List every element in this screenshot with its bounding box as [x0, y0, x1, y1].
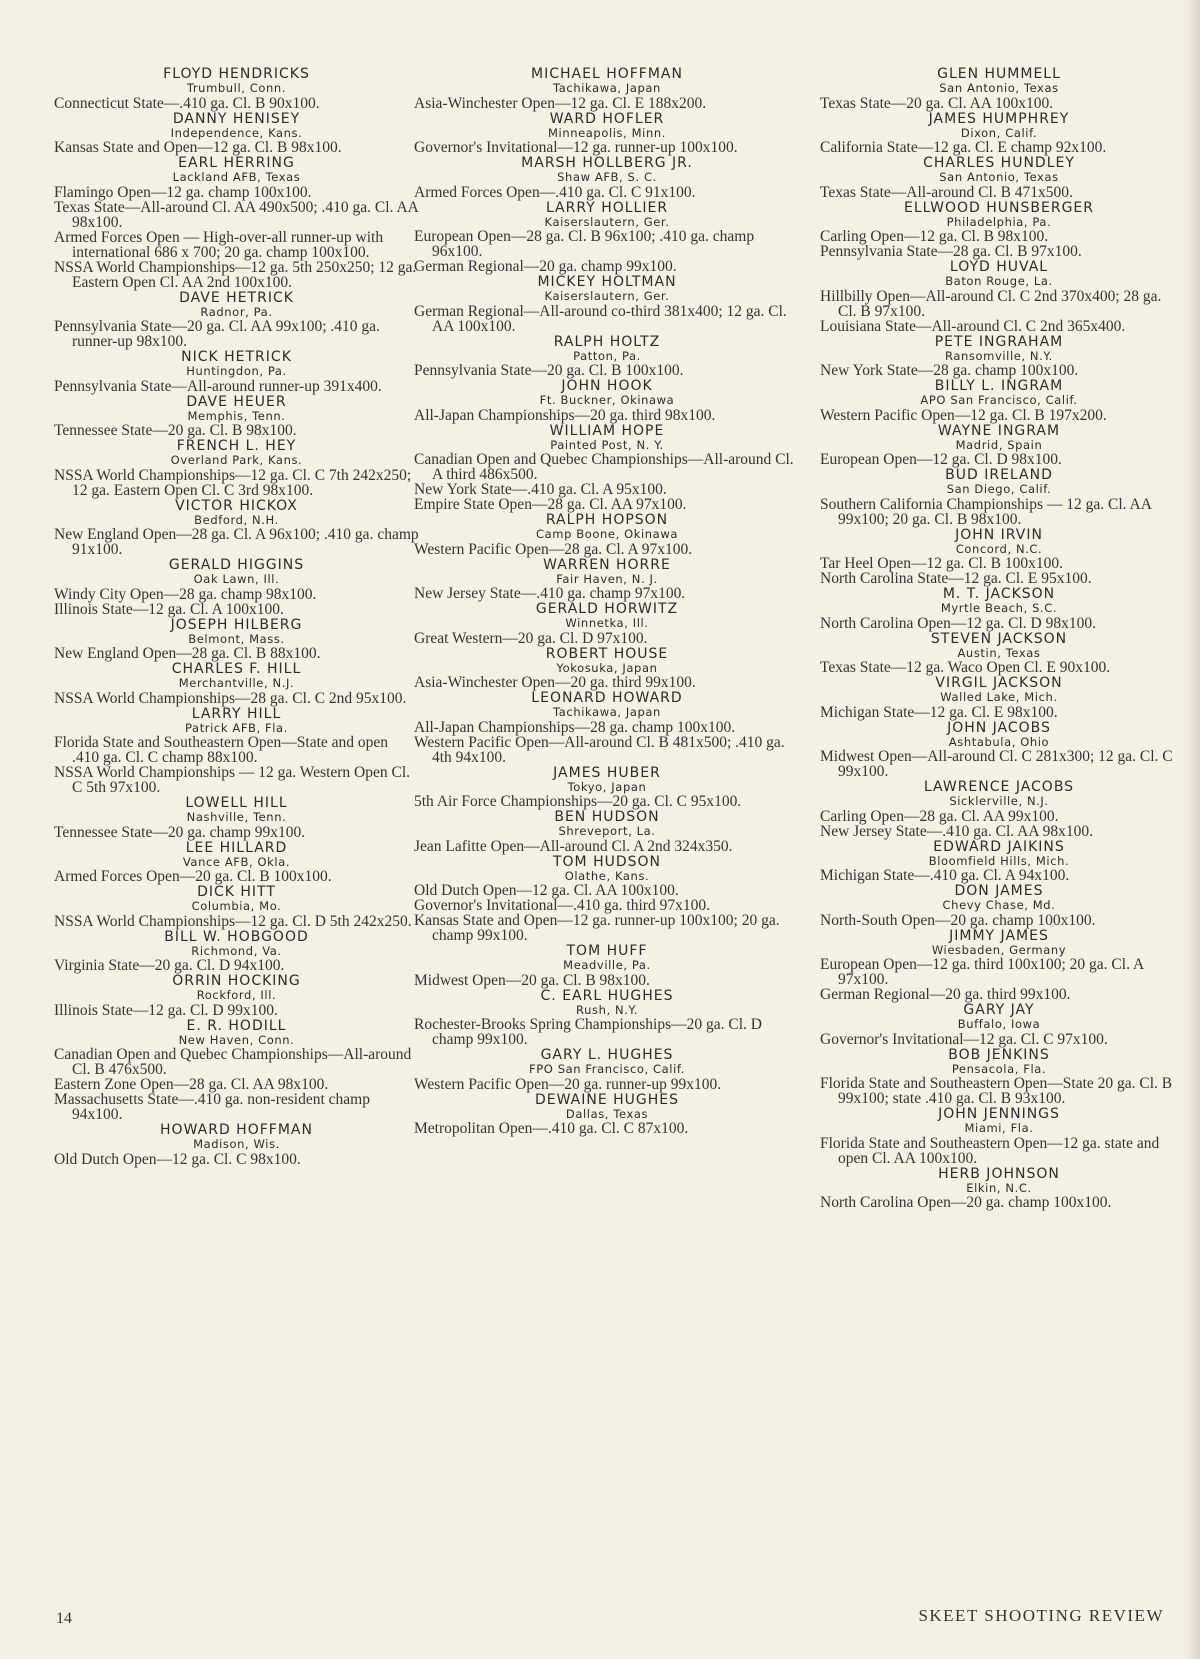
shooter-name: DAVE HETRICK — [179, 289, 294, 306]
shooter-name: STEVEN JACKSON — [930, 630, 1068, 647]
shooter-name: MICKEY HOLTMAN — [537, 274, 677, 290]
result-line: Florida State and Southeastern Open—State and open .410 ga. Cl. C champ 88x100. — [54, 734, 389, 766]
shooter-entry — [54, 155, 419, 290]
shooter-name: EDWARD JAIKINS — [933, 838, 1065, 855]
shooter-location: Bedford, N.H. — [194, 512, 279, 527]
result-line: Texas State—12 ga. Waco Open Cl. E 90x100. — [820, 659, 1111, 676]
column-2 — [414, 66, 800, 1136]
shooter-entry — [414, 943, 800, 988]
shooter-location: Madison, Wis. — [193, 1137, 280, 1151]
result-line: Western Pacific Open—12 ga. Cl. B 197x200. — [820, 406, 1107, 424]
shooter-name: LARRY HILL — [191, 705, 282, 722]
shooter-entry — [414, 155, 800, 200]
result-line: Michigan State—.410 ga. Cl. A 94x100. — [820, 867, 1070, 884]
shooter-location: San Diego, Calif. — [946, 482, 1052, 496]
result-line: Texas State—All-around Cl. AA 490x500; .410 ga. Cl. AA 98x100. — [54, 198, 419, 231]
shooter-name: C. EARL HUGHES — [540, 987, 674, 1004]
shooter-entry — [820, 66, 1178, 111]
shooter-name: CHARLES F. HILL — [171, 661, 302, 677]
result-line: All-Japan Championships—28 ga. champ 100x100. — [414, 718, 736, 736]
result-line: Illinois State—12 ga. Cl. A 100x100. — [54, 600, 284, 618]
shooter-name: MICHAEL HOFFMAN — [531, 66, 683, 82]
result-line: Pennsylvania State—20 ga. Cl. AA 99x100; .410 ga. runner-up 98x100. — [54, 318, 380, 350]
shooter-entry — [820, 334, 1178, 379]
shooter-name: CHARLES HUNDLEY — [923, 155, 1075, 171]
shooter-entry — [414, 809, 800, 854]
shooter-name: LARRY HOLLIER — [545, 199, 669, 216]
column-1 — [54, 66, 419, 1167]
shooter-name: FLOYD HENDRICKS — [163, 66, 310, 82]
shooter-entry — [414, 646, 800, 691]
shooter-name: DICK HITT — [197, 884, 276, 900]
shooter-entry — [54, 840, 419, 885]
shooter-name: NICK HETRICK — [181, 349, 292, 365]
shooter-entry — [54, 1018, 419, 1123]
shooter-location: Myrtle Beach, S.C. — [940, 601, 1058, 615]
page-edge-shadow — [1186, 0, 1200, 1659]
shooter-name: HERB JOHNSON — [938, 1165, 1060, 1182]
shooter-name: GARY JAY — [963, 1002, 1035, 1018]
result-line: Midwest Open—All-around Cl. C 281x300; 12 ga. Cl. C 99x100. — [820, 748, 1173, 780]
shooter-name: DAVE HEUER — [186, 393, 287, 410]
shooter-location: Shaw AFB, S. C. — [557, 170, 657, 184]
shooter-entry — [820, 378, 1178, 423]
shooter-entry — [820, 527, 1178, 587]
result-line: Florida State and Southeastern Open—12 ga. state and open Cl. AA 100x100. — [820, 1134, 1160, 1167]
result-line: New York State—.410 ga. Cl. A 95x100. — [414, 481, 667, 498]
result-line: Hillbilly Open—All-around Cl. C 2nd 370x400; 28 ga. Cl. B 97x100. — [820, 287, 1162, 320]
shooter-name: TOM HUFF — [566, 943, 648, 959]
shooter-name: RALPH HOPSON — [545, 512, 669, 528]
shooter-name: LOWELL HILL — [185, 795, 288, 811]
shooter-entry — [820, 928, 1178, 1003]
shooter-name: BUD IRELAND — [945, 467, 1053, 483]
result-line: Governor's Invitational—12 ga. Cl. C 97x100. — [820, 1030, 1108, 1048]
shooter-entry — [414, 423, 800, 513]
shooter-entry — [54, 557, 419, 617]
shooter-location: Sicklerville, N.J. — [949, 794, 1049, 808]
shooter-name: DEWAINE HUGHES — [534, 1091, 680, 1108]
shooter-entry — [54, 111, 419, 156]
shooter-entry — [414, 988, 800, 1048]
shooter-name: BEN HUDSON — [554, 809, 660, 825]
shooter-name: BILL W. HOBGOOD — [164, 928, 309, 945]
shooter-name: PETE INGRAHAM — [934, 333, 1064, 350]
shooter-name: GLEN HUMMELL — [937, 66, 1061, 82]
publication-title: SKEET SHOOTING REVIEW — [918, 1606, 1164, 1625]
shooter-location: Olathe, Kans. — [564, 868, 650, 883]
shooter-name: VICTOR HICKOX — [175, 497, 298, 514]
result-line: California State—12 ga. Cl. E champ 92x100. — [820, 139, 1107, 156]
result-line: German Regional—20 ga. champ 99x100. — [414, 258, 677, 275]
shooter-entry — [54, 795, 419, 840]
result-line: New Jersey State—.410 ga. Cl. AA 98x100. — [820, 822, 1093, 840]
shooter-name: BOB JENKINS — [948, 1046, 1050, 1063]
shooter-name: LOYD HUVAL — [949, 259, 1049, 275]
result-line: Empire State Open—28 ga. Cl. AA 97x100. — [414, 496, 687, 513]
result-line: Western Pacific Open—All-around Cl. B 481x500; .410 ga. 4th 94x100. — [414, 733, 785, 766]
shooter-name: JOSEPH HILBERG — [170, 616, 303, 633]
result-line: NSSA World Championships — 12 ga. Western Open Cl. C 5th 97x100. — [54, 764, 411, 796]
shooter-entry — [820, 1166, 1178, 1211]
shooter-name: E. R. HODILL — [186, 1017, 287, 1034]
result-line: NSSA World Championships—28 ga. Cl. C 2nd 95x100. — [54, 689, 407, 707]
shooter-location: Columbia, Mo. — [191, 899, 282, 913]
shooter-entry — [414, 557, 800, 602]
result-line: Carling Open—28 ga. Cl. AA 99x100. — [820, 807, 1059, 825]
shooter-location: Baton Rouge, La. — [945, 274, 1053, 288]
result-line: Florida State and Southeastern Open—State 20 ga. Cl. B 99x100; state .410 ga. Cl. B 93x100. — [820, 1075, 1173, 1107]
shooter-location: Memphis, Tenn. — [187, 408, 286, 423]
result-line: North Carolina State—12 ga. Cl. E 95x100. — [820, 570, 1092, 587]
shooter-location: Tachikawa, Japan — [553, 81, 661, 95]
shooter-name: GERALD HIGGINS — [168, 557, 305, 573]
shooter-location: Madrid, Spain — [955, 437, 1043, 452]
shooter-entry — [414, 1092, 800, 1137]
result-line: Louisiana State—All-around Cl. C 2nd 365x400. — [820, 317, 1126, 335]
result-line: Great Western—20 ga. Cl. D 97x100. — [414, 629, 648, 647]
column-3 — [820, 66, 1178, 1210]
shooter-name: WARREN HORRE — [543, 556, 671, 573]
shooter-entry — [414, 690, 800, 765]
shooter-entry — [414, 111, 800, 156]
shooter-name: JIMMY JAMES — [949, 927, 1049, 944]
page-number: 14 — [56, 1610, 72, 1627]
shooter-entry — [414, 200, 800, 275]
shooter-name: JOHN HOOK — [561, 378, 653, 394]
result-line: German Regional—20 ga. third 99x100. — [820, 986, 1071, 1003]
shooter-location: FPO San Francisco, Calif. — [529, 1062, 685, 1076]
shooter-name: M. T. JACKSON — [942, 586, 1056, 602]
shooter-entry — [820, 883, 1178, 928]
result-line: Texas State—All-around Cl. B 471x500. — [820, 183, 1073, 201]
shooter-entry — [820, 155, 1178, 200]
shooter-location: Huntingdon, Pa. — [186, 364, 287, 378]
shooter-entry — [820, 631, 1178, 676]
shooter-location: Overland Park, Kans. — [170, 453, 303, 467]
result-line: Canadian Open and Quebec Championships—All-around Cl. A third 486x500. — [414, 451, 794, 483]
shooter-entry — [54, 438, 419, 498]
result-line: Massachusetts State—.410 ga. non-resident champ 94x100. — [54, 1091, 370, 1123]
result-line: 5th Air Force Championships—20 ga. Cl. C 95x100. — [414, 793, 742, 810]
shooter-location: Bloomfield Hills, Mich. — [928, 853, 1070, 868]
shooter-entry — [54, 884, 419, 929]
shooter-location: Trumbull, Conn. — [186, 81, 287, 95]
shooter-location: Tokyo, Japan — [567, 779, 647, 794]
shooter-entry — [414, 378, 800, 423]
result-line: All-Japan Championships—20 ga. third 98x100. — [414, 406, 716, 424]
shooter-location: Minneapolis, Minn. — [548, 125, 666, 140]
shooter-entry — [820, 675, 1178, 720]
result-line: Armed Forces Open—.410 ga. Cl. C 91x100. — [414, 183, 696, 201]
result-line: Old Dutch Open—12 ga. Cl. AA 100x100. — [414, 882, 679, 899]
shooter-location: San Antonio, Texas — [939, 81, 1059, 95]
shooter-location: Vance AFB, Okla. — [182, 854, 291, 869]
result-line: Jean Lafitte Open—All-around Cl. A 2nd 324x350. — [414, 837, 733, 855]
shooter-location: Radnor, Pa. — [200, 304, 273, 319]
shooter-name: ELLWOOD HUNSBERGER — [903, 199, 1094, 216]
shooter-entry — [820, 586, 1178, 631]
result-line: Pennsylvania State—28 ga. Cl. B 97x100. — [820, 243, 1082, 260]
shooter-location: Oak Lawn, Ill. — [193, 572, 280, 586]
shooter-location: Meadville, Pa. — [563, 958, 651, 972]
shooter-name: TOM HUDSON — [552, 853, 662, 870]
shooter-name: WILLIAM HOPE — [549, 422, 665, 439]
shooter-location: San Antonio, Texas — [939, 170, 1059, 184]
shooter-name: DON JAMES — [954, 883, 1044, 899]
shooter-name: ORRIN HOCKING — [172, 973, 301, 989]
shooter-name: WARD HOFLER — [549, 110, 665, 127]
shooter-entry — [414, 334, 800, 379]
shooter-location: Ransomville, N.Y. — [945, 348, 1053, 363]
shooter-name: MARSH HOLLBERG JR. — [521, 155, 693, 171]
shooter-name: HOWARD HOFFMAN — [160, 1122, 313, 1138]
shooter-name: RALPH HOLTZ — [553, 333, 661, 350]
result-line: Armed Forces Open — High-over-all runner-up with international 686 x 700; 20 ga. champ 100x100. — [54, 228, 384, 261]
result-line: Connecticut State—.410 ga. Cl. B 90x100. — [54, 94, 320, 112]
result-line: Asia-Winchester Open—20 ga. third 99x100. — [414, 674, 696, 691]
shooter-location: Kaiserslautern, Ger. — [544, 289, 670, 303]
result-line: New England Open—28 ga. Cl. A 96x100; .410 ga. champ 91x100. — [54, 526, 419, 558]
result-line: Flamingo Open—12 ga. champ 100x100. — [54, 183, 312, 201]
result-line: Southern California Championships — 12 ga. Cl. AA 99x100; 20 ga. Cl. B 98x100. — [820, 495, 1152, 528]
result-line: North-South Open—20 ga. champ 100x100. — [820, 911, 1096, 929]
shooter-entry — [820, 259, 1178, 334]
result-line: Pennsylvania State—All-around runner-up 391x400. — [54, 377, 382, 395]
result-line: Tar Heel Open—12 ga. Cl. B 100x100. — [820, 555, 1063, 572]
result-line: Midwest Open—20 ga. Cl. B 98x100. — [414, 971, 650, 989]
result-line: Old Dutch Open—12 ga. Cl. C 98x100. — [54, 1150, 301, 1168]
shooter-entry — [820, 839, 1178, 884]
shooter-name: JAMES HUBER — [553, 764, 661, 781]
shooter-entry — [414, 765, 800, 810]
shooter-entry — [54, 394, 419, 439]
shooter-location: Independence, Kans. — [170, 125, 303, 140]
shooter-location: Buffalo, Iowa — [957, 1017, 1041, 1031]
result-line: Texas State—20 ga. Cl. AA 100x100. — [820, 94, 1054, 112]
result-line: Asia-Winchester Open—12 ga. Cl. E 188x200. — [414, 94, 707, 112]
shooter-name: JOHN JENNINGS — [938, 1106, 1060, 1122]
shooter-entry — [54, 66, 419, 111]
shooter-name: DANNY HENISEY — [172, 110, 301, 127]
shooter-location: Kaiserslautern, Ger. — [544, 214, 670, 229]
shooter-entry — [414, 854, 800, 944]
shooter-location: Tachikawa, Japan — [553, 705, 661, 719]
result-line: Tennessee State—20 ga. champ 99x100. — [54, 823, 306, 841]
shooter-entry — [414, 1047, 800, 1092]
shooter-location: Winnetka, Ill. — [565, 616, 649, 630]
result-line: European Open—12 ga. third 100x100; 20 ga. Cl. A 97x100. — [820, 956, 1144, 988]
shooter-location: Elkin, N.C. — [966, 1180, 1032, 1195]
shooter-location: Shreveport, La. — [558, 824, 656, 838]
shooter-name: JAMES HUMPHREY — [928, 110, 1070, 127]
result-line: Kansas State and Open—12 ga. Cl. B 98x100. — [54, 139, 342, 156]
shooter-location: Ft. Buckner, Okinawa — [539, 393, 675, 407]
result-line: NSSA World Championships—12 ga. 5th 250x250; 12 ga. Eastern Open Cl. AA 2nd 100x100. — [54, 258, 417, 291]
result-line: Kansas State and Open—12 ga. runner-up 100x100; 20 ga. champ 99x100. — [414, 912, 780, 944]
shooter-entry — [414, 274, 800, 334]
shooter-location: Ashtabula, Ohio — [948, 734, 1050, 749]
result-line: NSSA World Championships—12 ga. Cl. D 5th 242x250. — [54, 912, 412, 930]
result-line: Western Pacific Open—28 ga. Cl. A 97x100. — [414, 540, 693, 558]
shooter-location: Fair Haven, N. J. — [556, 571, 658, 586]
shooter-location: New Haven, Conn. — [178, 1032, 295, 1047]
shooter-location: Miami, Fla. — [964, 1121, 1034, 1135]
shooter-entry — [54, 973, 419, 1018]
shooter-entry — [820, 1106, 1178, 1166]
result-line: North Carolina Open—20 ga. champ 100x100. — [820, 1194, 1112, 1211]
shooter-entry — [54, 498, 419, 558]
shooter-name: JOHN IRVIN — [955, 526, 1043, 543]
shooter-name: GARY L. HUGHES — [540, 1047, 674, 1063]
shooter-location: Patton, Pa. — [573, 348, 641, 363]
shooter-location: Dixon, Calif. — [960, 125, 1038, 140]
shooter-entry — [820, 1047, 1178, 1107]
shooter-entry — [54, 349, 419, 394]
result-line: Rochester-Brooks Spring Championships—20 ga. Cl. D champ 99x100. — [414, 1016, 762, 1048]
shooter-entry — [820, 1002, 1178, 1047]
result-line: North Carolina Open—12 ga. Cl. D 98x100. — [820, 614, 1096, 632]
result-line: Governor's Invitational—.410 ga. third 97x100. — [414, 897, 710, 914]
shooter-location: Richmond, Va. — [191, 943, 282, 958]
result-line: Eastern Zone Open—28 ga. Cl. AA 98x100. — [54, 1076, 329, 1093]
shooter-location: Rockford, Ill. — [196, 988, 277, 1002]
shooter-entry — [54, 1122, 419, 1167]
shooter-entry — [54, 661, 419, 706]
shooter-location: Walled Lake, Mich. — [940, 690, 1058, 704]
shooter-location: Patrick AFB, Fla. — [185, 720, 288, 735]
result-line: Illinois State—12 ga. Cl. D 99x100. — [54, 1001, 278, 1019]
result-line: Metropolitan Open—.410 ga. Cl. C 87x100. — [414, 1120, 689, 1137]
result-line: Western Pacific Open—20 ga. runner-up 99x100. — [414, 1075, 722, 1093]
shooter-location: Philadelphia, Pa. — [946, 214, 1052, 229]
shooter-entry — [54, 290, 419, 350]
shooter-location: APO San Francisco, Calif. — [920, 393, 1078, 407]
shooter-entry — [820, 467, 1178, 527]
shooter-entry — [54, 617, 419, 662]
shooter-location: Rush, N.Y. — [576, 1002, 638, 1017]
result-line: New England Open—28 ga. Cl. B 88x100. — [54, 645, 321, 662]
shooter-location: Nashville, Tenn. — [186, 810, 287, 824]
shooter-location: Wiesbaden, Germany — [931, 942, 1067, 957]
shooter-name: WAYNE INGRAM — [937, 422, 1061, 439]
result-line: European Open—28 ga. Cl. B 96x100; .410 ga. champ 96x100. — [414, 228, 755, 260]
shooter-entry — [414, 512, 800, 557]
shooter-name: VIRGIL JACKSON — [935, 675, 1063, 691]
shooter-name: LEONARD HOWARD — [531, 690, 683, 706]
result-line: Windy City Open—28 ga. champ 98x100. — [54, 585, 317, 603]
result-line: New York State—28 ga. champ 100x100. — [820, 362, 1079, 379]
shooter-entry — [820, 779, 1178, 839]
shooter-entry — [820, 720, 1178, 780]
shooter-location: Merchantville, N.J. — [178, 676, 295, 690]
result-line: Pennsylvania State—20 ga. Cl. B 100x100. — [414, 362, 684, 379]
shooter-entry — [414, 66, 800, 111]
shooter-location: Lackland AFB, Texas — [172, 170, 301, 184]
shooter-name: GERALD HORWITZ — [535, 601, 679, 617]
shooter-location: Painted Post, N. Y. — [550, 437, 664, 452]
shooter-entry — [820, 111, 1178, 156]
shooter-name: BILLY L. INGRAM — [934, 378, 1064, 394]
result-line: NSSA World Championships—12 ga. Cl. C 7th 242x250; 12 ga. Eastern Open Cl. C 3rd 98x100. — [54, 466, 412, 499]
result-line: Armed Forces Open—20 ga. Cl. B 100x100. — [54, 868, 332, 885]
shooter-entry — [54, 706, 419, 796]
shooter-location: Dallas, Texas — [565, 1106, 649, 1121]
result-line: German Regional—All-around co-third 381x400; 12 ga. Cl. AA 100x100. — [414, 302, 787, 335]
shooter-location: Camp Boone, Okinawa — [536, 527, 678, 541]
result-line: New Jersey State—.410 ga. champ 97x100. — [414, 585, 686, 602]
shooter-entry — [54, 929, 419, 974]
shooter-entry — [820, 423, 1178, 468]
shooter-location: Austin, Texas — [957, 645, 1041, 660]
result-line: Canadian Open and Quebec Championships—All-around Cl. B 476x500. — [54, 1046, 412, 1078]
shooter-name: LAWRENCE JACOBS — [923, 779, 1075, 795]
result-line: Tennessee State—20 ga. Cl. B 98x100. — [54, 422, 297, 439]
result-line: Carling Open—12 ga. Cl. B 98x100. — [820, 228, 1049, 245]
shooter-location: Chevy Chase, Md. — [942, 898, 1056, 912]
shooter-location: Concord, N.C. — [955, 541, 1043, 556]
result-line: European Open—12 ga. Cl. D 98x100. — [820, 451, 1062, 468]
result-line: Governor's Invitational—12 ga. runner-up 100x100. — [414, 139, 738, 156]
result-line: Virginia State—20 ga. Cl. D 94x100. — [54, 957, 285, 974]
shooter-location: Belmont, Mass. — [188, 631, 285, 646]
shooter-name: JOHN JACOBS — [947, 719, 1051, 736]
shooter-name: ROBERT HOUSE — [545, 645, 669, 662]
shooter-location: Pensacola, Fla. — [951, 1061, 1047, 1076]
shooter-location: Yokosuka, Japan — [556, 660, 658, 675]
shooter-entry — [414, 601, 800, 646]
shooter-entry — [820, 200, 1178, 260]
shooter-name: EARL HERRING — [178, 155, 295, 171]
shooter-name: LEE HILLARD — [185, 839, 288, 856]
shooter-name: FRENCH L. HEY — [176, 438, 297, 454]
result-line: Michigan State—12 ga. Cl. E 98x100. — [820, 703, 1058, 721]
